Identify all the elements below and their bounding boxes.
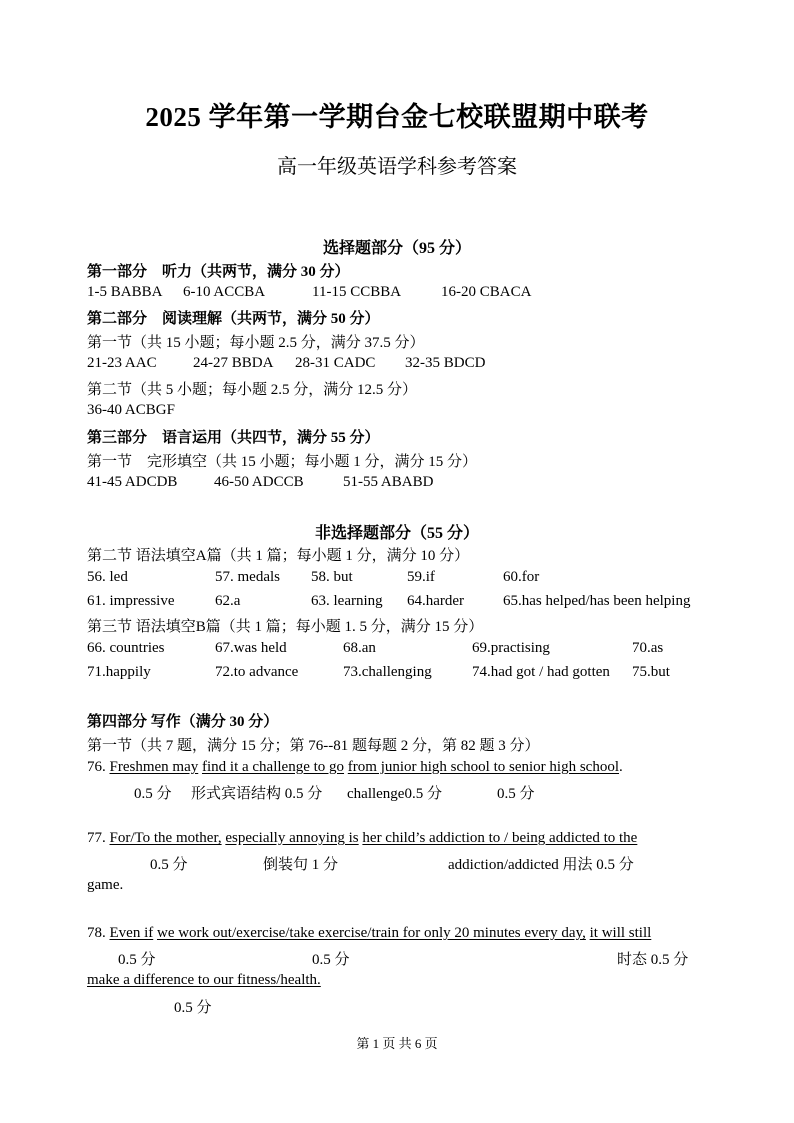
reading-answer: 24-27 BBDA bbox=[193, 355, 274, 371]
question-number: 76. bbox=[87, 759, 106, 775]
grammar-answer: 56. led bbox=[87, 569, 128, 585]
reading-section1-title: 第一节（共 15 小题；每小题 2.5 分，满分 37.5 分） bbox=[87, 335, 425, 351]
grammar-answer: 60.for bbox=[503, 569, 540, 585]
part2-title: 第二部分 阅读理解（共两节，满分 50 分） bbox=[87, 311, 380, 327]
cloze-title: 第一节 完形填空（共 15 小题；每小题 1 分，满分 15 分） bbox=[87, 454, 478, 470]
score-note: 倒装句 1 分 bbox=[263, 857, 339, 873]
grammar-b-title: 第三节 语法填空B篇（共 1 篇；每小题 1. 5 分，满分 15 分） bbox=[87, 619, 484, 635]
question-number: 77. bbox=[87, 830, 106, 846]
reading-section2-title: 第二节（共 5 小题；每小题 2.5 分，满分 12.5 分） bbox=[87, 382, 418, 398]
answer-segment: from junior high school to senior high school bbox=[347, 759, 620, 775]
question-77 bbox=[87, 830, 637, 847]
grammar-answer: 70.as bbox=[632, 640, 664, 656]
answer-key-subtitle: 高一年级英语学科参考答案 bbox=[277, 156, 517, 178]
grammar-answer: 63. learning bbox=[311, 593, 383, 609]
part4-title: 第四部分 写作（满分 30 分） bbox=[87, 714, 279, 730]
cloze-answer: 46-50 ADCCB bbox=[214, 474, 304, 490]
grammar-answer: 58. but bbox=[311, 569, 353, 585]
score-note: 0.5 分 bbox=[150, 857, 188, 873]
answer-segment: find it a challenge to go bbox=[201, 759, 345, 775]
cloze-answer: 51-55 ABABD bbox=[343, 474, 434, 490]
writing-section1-title: 第一节（共 7 题，满分 15 分；第 76--81 题每题 2 分，第 82 题 3 分） bbox=[87, 738, 540, 754]
answer-end: . bbox=[619, 759, 623, 775]
reading-answer: 28-31 CADC bbox=[295, 355, 376, 371]
grammar-answer: 66. countries bbox=[87, 640, 165, 656]
listening-answer: 1-5 BABBA bbox=[87, 284, 163, 300]
grammar-answer: 64.harder bbox=[407, 593, 465, 609]
reading-answer: 36-40 ACBGF bbox=[87, 402, 175, 418]
cloze-answer: 41-45 ADCDB bbox=[87, 474, 178, 490]
grammar-answer: 57. medals bbox=[215, 569, 280, 585]
answer-continuation: make a difference to our fitness/health. bbox=[87, 972, 321, 988]
answer-continuation: game. bbox=[87, 877, 124, 893]
listening-answer: 11-15 CCBBA bbox=[312, 284, 402, 300]
grammar-a-title: 第二节 语法填空A篇（共 1 篇；每小题 1 分，满分 10 分） bbox=[87, 548, 470, 564]
answer-segment: Even if bbox=[109, 925, 154, 941]
score-note: 0.5 分 bbox=[497, 786, 535, 802]
answer-segment: Freshmen may bbox=[109, 759, 199, 775]
reading-answer: 32-35 BDCD bbox=[405, 355, 486, 371]
grammar-answer: 65.has helped/has been helping bbox=[503, 593, 691, 609]
answer-segment: For/To the mother, bbox=[109, 830, 222, 846]
grammar-answer: 67.was held bbox=[215, 640, 287, 656]
listening-answer: 6-10 ACCBA bbox=[183, 284, 266, 300]
grammar-answer: 72.to advance bbox=[215, 664, 299, 680]
score-note: addiction/addicted 用法 0.5 分 bbox=[448, 857, 634, 873]
answer-segment: especially annoying is bbox=[225, 830, 359, 846]
grammar-answer: 61. impressive bbox=[87, 593, 175, 609]
grammar-answer: 69.practising bbox=[472, 640, 550, 656]
page-footer: 第 1 页 共 6 页 bbox=[356, 1036, 438, 1051]
answer-segment: her child’s addiction to / being addicted to the bbox=[362, 830, 638, 846]
grammar-answer: 73.challenging bbox=[343, 664, 432, 680]
score-note: 0.5 分 bbox=[174, 1000, 212, 1016]
exam-title: 2025 学年第一学期台金七校联盟期中联考 bbox=[145, 102, 649, 132]
grammar-answer: 71.happily bbox=[87, 664, 151, 680]
grammar-answer: 62.a bbox=[215, 593, 241, 609]
question-78 bbox=[87, 925, 651, 942]
question-number: 78. bbox=[87, 925, 106, 941]
grammar-answer: 74.had got / had gotten bbox=[472, 664, 610, 680]
question-76 bbox=[87, 759, 623, 776]
part1-title: 第一部分 听力（共两节，满分 30 分） bbox=[87, 264, 350, 280]
grammar-answer: 75.but bbox=[632, 664, 670, 680]
score-note: 时态 0.5 分 bbox=[617, 952, 689, 968]
score-note: 0.5 分 bbox=[312, 952, 350, 968]
grammar-answer: 59.if bbox=[407, 569, 435, 585]
grammar-answer: 68.an bbox=[343, 640, 376, 656]
reading-answer: 21-23 AAC bbox=[87, 355, 157, 371]
score-note: 形式宾语结构 0.5 分 bbox=[191, 786, 323, 802]
listening-answer: 16-20 CBACA bbox=[441, 284, 532, 300]
subjective-heading: 非选择题部分（55 分） bbox=[314, 525, 479, 542]
score-note: 0.5 分 bbox=[118, 952, 156, 968]
objective-heading: 选择题部分（95 分） bbox=[322, 240, 471, 257]
score-note: 0.5 分 bbox=[134, 786, 172, 802]
score-note: challenge0.5 分 bbox=[347, 786, 442, 802]
answer-segment: we work out/exercise/take exercise/train for only 20 minutes every day, bbox=[156, 925, 586, 941]
part3-title: 第三部分 语言运用（共四节，满分 55 分） bbox=[87, 430, 380, 446]
answer-segment: it will still bbox=[589, 925, 652, 941]
